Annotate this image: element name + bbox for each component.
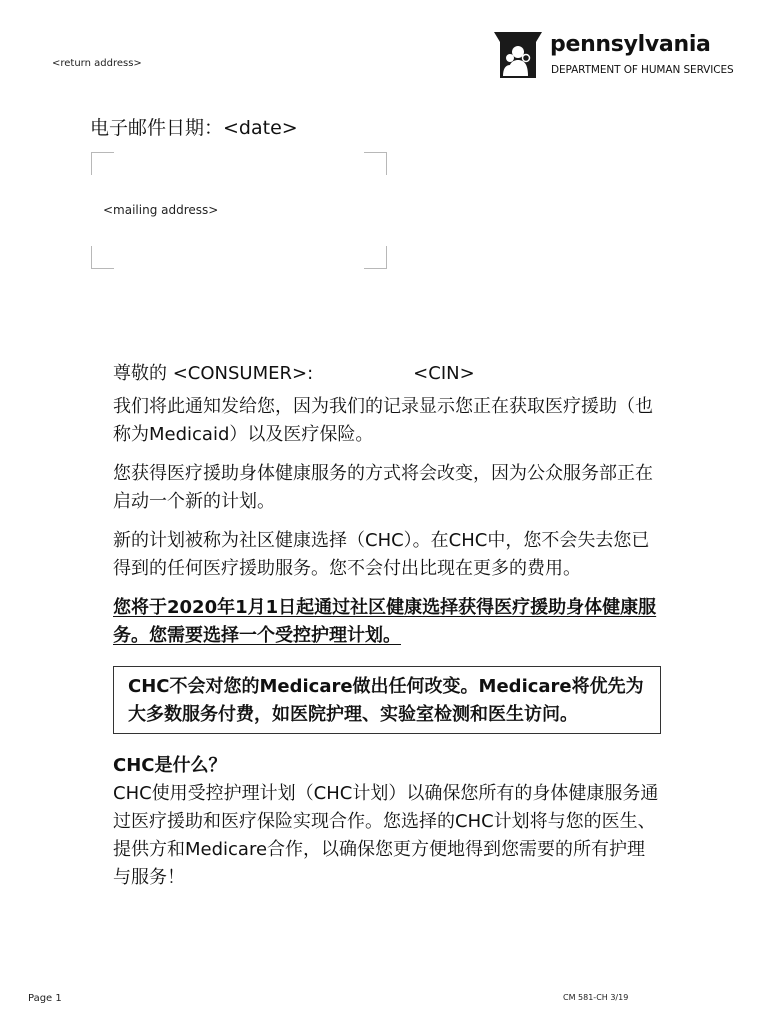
pa-dhs-logo: [490, 28, 750, 84]
greeting: 尊敬的 <CONSUMER>:: [113, 363, 314, 384]
emphasis-start-date: 您将于2020年1月1日起通过社区健康选择获得医疗援助身体健康服务。您需要选择一个受控护理计划。: [113, 597, 657, 646]
address-corner-top-right: [364, 152, 387, 175]
email-date: 电子邮件日期：<date>: [90, 117, 298, 139]
paragraph-service-change: 您获得医疗援助身体健康服务的方式将会改变，因为公众服务部正在启动一个新的计划。: [113, 463, 653, 512]
greeting-line: [113, 360, 661, 388]
address-corner-bottom-left: [91, 246, 114, 269]
address-corner-bottom-right: [364, 246, 387, 269]
logo-department: DEPARTMENT OF HUMAN SERVICES: [551, 64, 734, 76]
mailing-address: <mailing address>: [103, 203, 219, 217]
page-number: Page 1: [28, 993, 62, 1004]
address-corner-top-left: [91, 152, 114, 175]
paragraph-new-program: 新的计划被称为社区健康选择（CHC）。在CHC中，您不会失去您已得到的任何医疗援助服务。您不会付出比现在更多的费用。: [113, 530, 650, 579]
section-body-what-is-chc: CHC使用受控护理计划（CHC计划）以确保您所有的身体健康服务通过医疗援助和医疗保险实现合作。您选择的CHC计划将与您的医生、提供方和Medicare合作，以确保您更方便地得到您需要的所有护理与服务！: [113, 783, 659, 888]
section-heading-what-is-chc: CHC是什么？: [113, 755, 227, 776]
paragraph-notice-reason: 我们将此通知发给您，因为我们的记录显示您正在获取医疗援助（也称为Medicaid）以及医疗保险。: [113, 396, 653, 445]
form-code: CM 581-CH 3/19: [563, 993, 629, 1002]
return-address: <return address>: [52, 58, 142, 69]
logo-state-name: pennsylvania: [550, 32, 711, 57]
letter-body: [113, 360, 661, 903]
medicare-notice-box: CHC不会对您的Medicare做出任何改变。Medicare将优先为大多数服务付费，如医院护理、实验室检测和医生访问。: [113, 666, 661, 734]
keystone-family-icon: [490, 28, 546, 84]
cin-placeholder: <CIN>: [413, 363, 475, 384]
